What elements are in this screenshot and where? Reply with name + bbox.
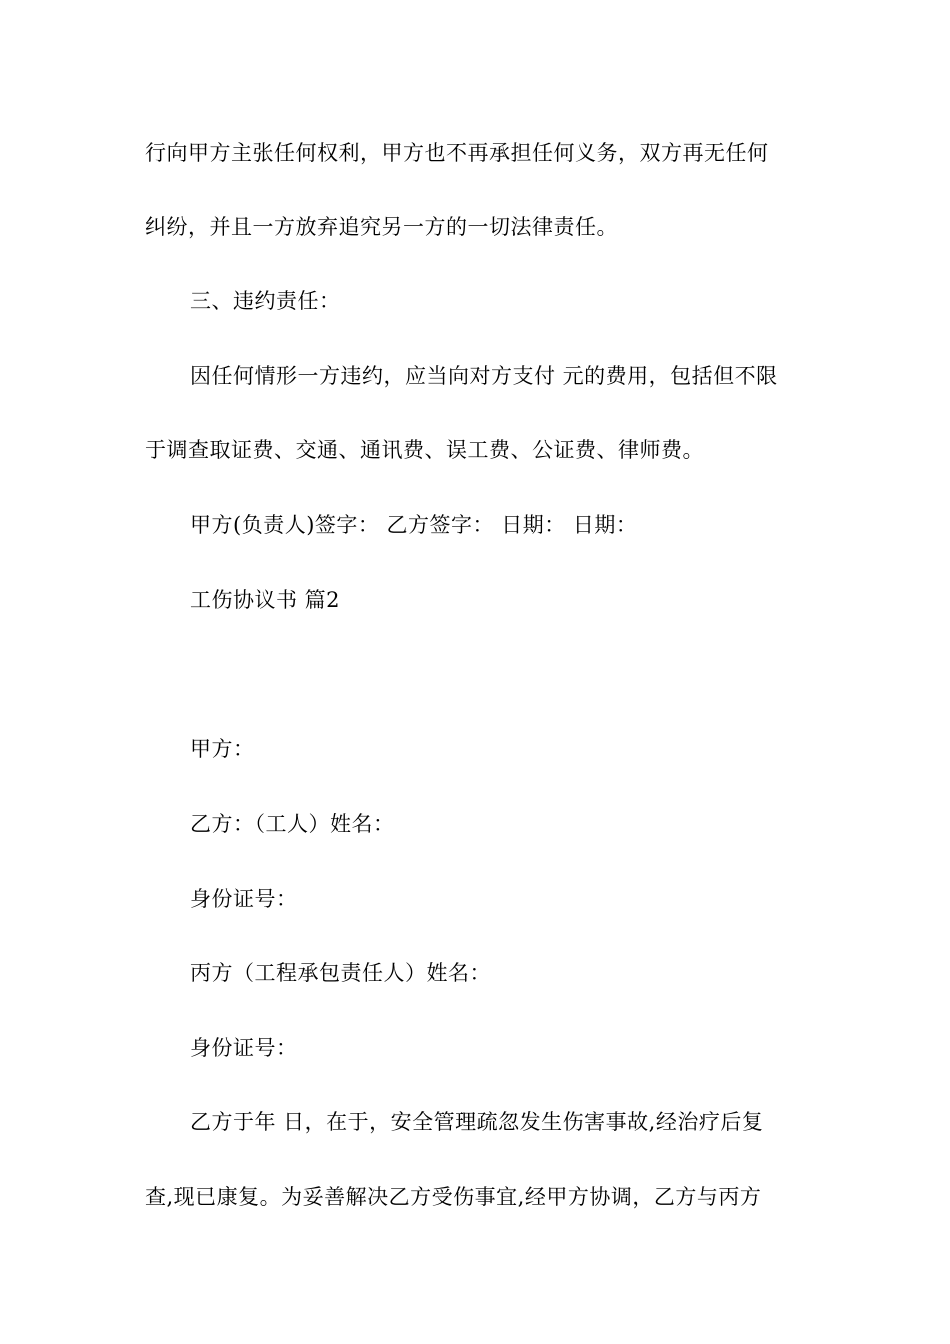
paragraph-line: 查,现已康复。为妥善解决乙方受伤事宜,经甲方协调，乙方与丙方	[145, 1185, 762, 1209]
party-b-field: 乙方：（工人）姓名：	[190, 812, 395, 836]
paragraph-line: 行向甲方主张任何权利，甲方也不再承担任何义务，双方再无任何	[145, 141, 769, 165]
section-heading: 三、违约责任：	[190, 289, 341, 313]
id-number-field: 身份证号：	[190, 1036, 298, 1060]
paragraph-line: 因任何情形一方违约，应当向对方支付 元的费用，包括但不限	[190, 364, 778, 388]
paragraph-line: 于调查取证费、交通、通讯费、误工费、公证费、律师费。	[145, 438, 704, 462]
id-number-field: 身份证号：	[190, 887, 298, 911]
signature-line: 甲方(负责人)签字： 乙方签字： 日期： 日期：	[190, 513, 638, 537]
paragraph-line: 纠纷，并且一方放弃追究另一方的一切法律责任。	[145, 215, 618, 239]
paragraph-line: 乙方于年 日，在于，安全管理疏忽发生伤害事故,经治疗后复	[190, 1110, 764, 1134]
document-title: 工伤协议书 篇2	[190, 588, 341, 612]
party-c-field: 丙方（工程承包责任人）姓名：	[190, 961, 491, 985]
party-a-field: 甲方：	[190, 737, 255, 761]
